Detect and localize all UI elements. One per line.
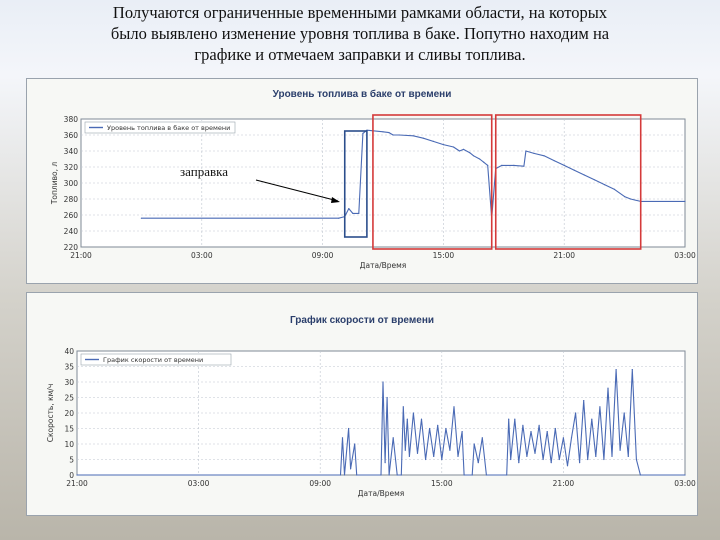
x-axis-label: Дата/Время (359, 261, 407, 270)
legend-label: График скорости от времени (103, 356, 204, 364)
data-point (530, 431, 531, 432)
slide-caption (20, 2, 700, 65)
data-point (443, 144, 444, 145)
data-point (630, 198, 631, 199)
y-tick-label: 40 (64, 347, 74, 356)
speed-chart-title: График скорости от времени (289, 315, 435, 326)
data-point (518, 462, 519, 463)
y-tick-label: 10 (64, 440, 74, 449)
fuel-level-chart (27, 79, 699, 285)
x-tick-label: 03:00 (674, 479, 696, 488)
x-tick-label: 21:00 (70, 251, 92, 260)
data-point (348, 428, 349, 429)
data-point (628, 456, 629, 457)
y-tick-label: 240 (63, 227, 78, 236)
legend-label: Уровень топлива в баке от времени (107, 124, 231, 132)
data-point (547, 431, 548, 432)
y-tick-label: 30 (64, 378, 74, 387)
y-tick-label: 20 (64, 409, 74, 418)
y-tick-label: 340 (63, 147, 78, 156)
data-point (342, 437, 343, 438)
data-point (472, 474, 473, 475)
speed-chart-panel (26, 292, 698, 516)
data-point (604, 184, 605, 185)
data-point (385, 462, 386, 463)
data-point (464, 474, 465, 475)
data-point (354, 443, 355, 444)
data-point (564, 165, 565, 166)
y-tick-label: 5 (69, 455, 74, 465)
data-point (486, 474, 487, 475)
data-point (388, 132, 389, 133)
speed-chart (27, 293, 699, 517)
data-point (544, 155, 545, 156)
data-point (482, 437, 483, 438)
data-point (483, 162, 484, 163)
data-point (501, 165, 502, 166)
data-point (393, 437, 394, 438)
data-point (474, 443, 475, 444)
data-point (362, 133, 363, 134)
data-point (543, 459, 544, 460)
data-point (425, 459, 426, 460)
data-point (417, 453, 418, 454)
data-point (510, 459, 511, 460)
data-point (522, 425, 523, 426)
data-point (624, 196, 625, 197)
data-point (607, 388, 608, 389)
data-point (387, 397, 388, 398)
data-point (575, 412, 576, 413)
data-point (583, 400, 584, 401)
x-tick-label: 09:00 (311, 251, 334, 260)
x-tick-label: 21:00 (66, 479, 88, 488)
data-point (358, 213, 359, 214)
y-tick-label: 0 (69, 471, 74, 480)
y-axis-label: Скорость, км/ч (46, 383, 55, 443)
data-point (616, 369, 617, 370)
data-point (555, 428, 556, 429)
data-point (587, 459, 588, 460)
data-point (382, 381, 383, 382)
data-point (421, 419, 422, 420)
data-point (614, 189, 615, 190)
y-tick-label: 35 (64, 362, 74, 372)
data-point (380, 474, 381, 475)
data-point (401, 474, 402, 475)
data-point (441, 459, 442, 460)
data-point (534, 453, 535, 454)
y-tick-label: 220 (63, 243, 78, 252)
y-tick-label: 260 (63, 211, 78, 220)
data-point (462, 431, 463, 432)
data-point (352, 213, 353, 214)
data-point (473, 155, 474, 156)
data-point (603, 459, 604, 460)
data-point (338, 218, 339, 219)
data-point (551, 462, 552, 463)
caption-line-2: было выявлено изменение уровня топлива в баке. Попутно находим на (110, 24, 610, 43)
data-point (523, 166, 524, 167)
y-tick-label: 15 (64, 424, 74, 434)
data-point (479, 158, 480, 159)
data-point (508, 419, 509, 420)
data-point (487, 165, 488, 166)
data-point (591, 419, 592, 420)
data-point (525, 150, 526, 151)
data-point (453, 406, 454, 407)
data-point (405, 450, 406, 451)
data-point (340, 474, 341, 475)
data-point (594, 179, 595, 180)
data-point (632, 369, 633, 370)
data-point (533, 153, 534, 154)
data-point (624, 412, 625, 413)
data-point (356, 474, 357, 475)
data-point (459, 150, 460, 151)
y-axis-label: Топливо, л (50, 161, 59, 205)
y-tick-label: 300 (63, 179, 78, 188)
data-point (567, 465, 568, 466)
y-tick-label: 360 (63, 131, 78, 140)
y-tick-label: 280 (63, 195, 78, 204)
data-point (478, 462, 479, 463)
x-axis-label: Дата/Время (357, 489, 405, 498)
data-point (571, 437, 572, 438)
data-point (599, 406, 600, 407)
fuel-level-chart-panel (26, 78, 698, 284)
data-point (620, 450, 621, 451)
data-point (579, 462, 580, 463)
data-point (409, 456, 410, 457)
x-tick-label: 21:00 (552, 479, 575, 488)
data-point (413, 412, 414, 413)
data-point (640, 474, 641, 475)
caption-line-3: графике и отмечаем заправки и сливы топлива. (194, 45, 526, 64)
data-point (554, 160, 555, 161)
data-point (506, 474, 507, 475)
data-point (684, 474, 685, 475)
data-point (382, 131, 383, 132)
data-point (393, 134, 394, 135)
x-tick-label: 15:00 (432, 251, 455, 260)
x-tick-label: 09:00 (309, 479, 332, 488)
caption-line-1: Получаются ограниченные временными рамками области, на которых (112, 3, 608, 22)
data-point (76, 474, 77, 475)
data-point (344, 474, 345, 475)
data-point (611, 456, 612, 457)
x-tick-label: 03:00 (190, 251, 213, 260)
data-point (469, 152, 470, 153)
data-point (514, 419, 515, 420)
data-point (413, 135, 414, 136)
data-point (437, 425, 438, 426)
y-tick-label: 320 (63, 163, 78, 172)
data-point (453, 146, 454, 147)
data-point (429, 428, 430, 429)
x-tick-label: 03:00 (187, 479, 210, 488)
data-point (433, 456, 434, 457)
data-point (513, 165, 514, 166)
data-point (433, 141, 434, 142)
data-point (684, 201, 685, 202)
data-point (457, 456, 458, 457)
y-tick-label: 380 (63, 115, 78, 124)
x-tick-label: 03:00 (674, 251, 696, 260)
data-point (559, 459, 560, 460)
fuel-chart-title: Уровень топлива в баке от времени (272, 89, 452, 100)
data-point (348, 208, 349, 209)
x-tick-label: 15:00 (430, 479, 453, 488)
data-point (389, 474, 390, 475)
data-point (350, 468, 351, 469)
data-point (526, 456, 527, 457)
data-point (574, 170, 575, 171)
x-tick-label: 21:00 (553, 251, 576, 260)
data-point (403, 406, 404, 407)
data-point (636, 459, 637, 460)
data-point (563, 437, 564, 438)
refuel-annotation-label: заправка (180, 164, 228, 179)
data-point (584, 174, 585, 175)
y-tick-label: 25 (64, 393, 74, 403)
data-point (463, 149, 464, 150)
data-point (539, 425, 540, 426)
data-point (141, 218, 142, 219)
data-point (407, 419, 408, 420)
data-point (397, 474, 398, 475)
data-point (595, 456, 596, 457)
data-point (399, 134, 400, 135)
data-point (423, 138, 424, 139)
data-point (449, 450, 450, 451)
data-point (445, 428, 446, 429)
